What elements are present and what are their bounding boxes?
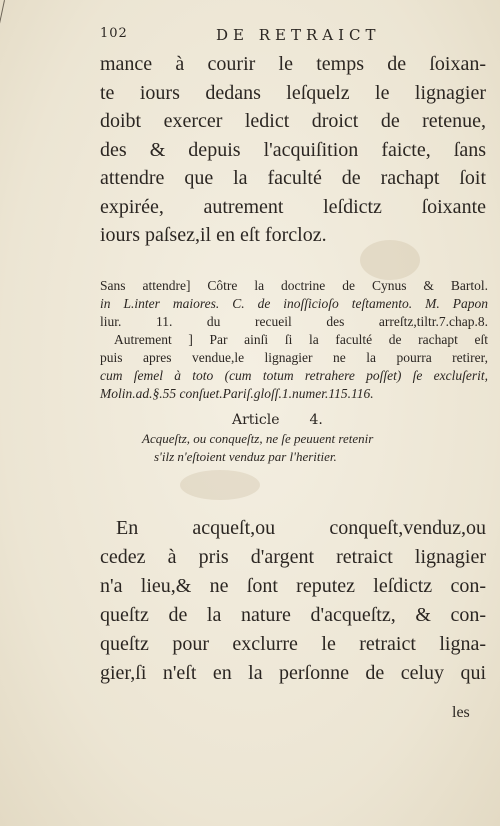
note-line: Sans attendre] Côtre la doctrine de Cynus & Bartol. [100,278,488,293]
note-line: puis apres vendue,le lignagier ne la pourra retirer, [100,350,488,365]
article-rubric [142,430,462,466]
text-line: gier,ſi n'eſt en la perſonne de celuy qui [100,662,486,684]
article-number: 4. [309,412,323,428]
running-title: DE RETRAICT [216,26,381,44]
rubric-line: s'ilz n'eſtoient venduz par l'heritier. [154,449,337,464]
article-heading [232,412,323,428]
note-line: in L.inter maiores. C. de inoſſicioſo teſtamento. M. Papon [100,296,488,311]
text-line: attendre que la faculté de rachapt ſoit [100,167,486,189]
page-edge-mark [0,0,5,47]
text-line: iours paſsez,il en eſt forcloz. [100,224,327,246]
text-line: En acqueſt,ou conqueſt,venduz,ou [116,517,486,539]
text-line: n'a lieu,& ne ſont reputez leſdictz con- [100,575,486,597]
main-paragraph [100,50,486,250]
commentary-note [100,277,488,403]
catchword: les [452,704,470,721]
text-line: expirée, autrement leſdictz ſoixante [100,195,486,218]
page-number: 102 [100,26,128,41]
text-line: queſtz pour exclurre le retraict ligna- [100,633,486,655]
note-line: liur. 11. du recueil des arreſtz,tiltr.7.chap.8. [100,314,488,329]
text-line: queſtz de la nature d'acqueſtz, & con- [100,604,486,626]
article-label: Article [232,412,280,428]
rubric-line: Acqueſtz, ou conqueſtz, ne ſe peuuent retenir [142,431,374,446]
text-line: des & depuis l'acquiſition faicte, ſans [100,138,486,161]
text-line: doibt exercer ledict droict de retenue, [100,110,486,132]
note-line: cum ſemel à toto (cum totum retrahere poſſet) ſe excluſerit, [100,368,488,383]
note-line: Molin.ad.§.55 conſuet.Pariſ.gloſſ.1.numer.115.116. [100,386,374,401]
note-line: Autrement ] Par ainſi ſi la faculté de rachapt eſt [114,332,488,347]
paper-stain [180,470,260,500]
article-paragraph [100,514,486,688]
text-line: cedez à pris d'argent retraict lignagier [100,546,486,568]
text-line: te iours dedans leſquelz le lignagier [100,81,486,104]
text-line: mance à courir le temps de ſoixan- [100,53,486,75]
